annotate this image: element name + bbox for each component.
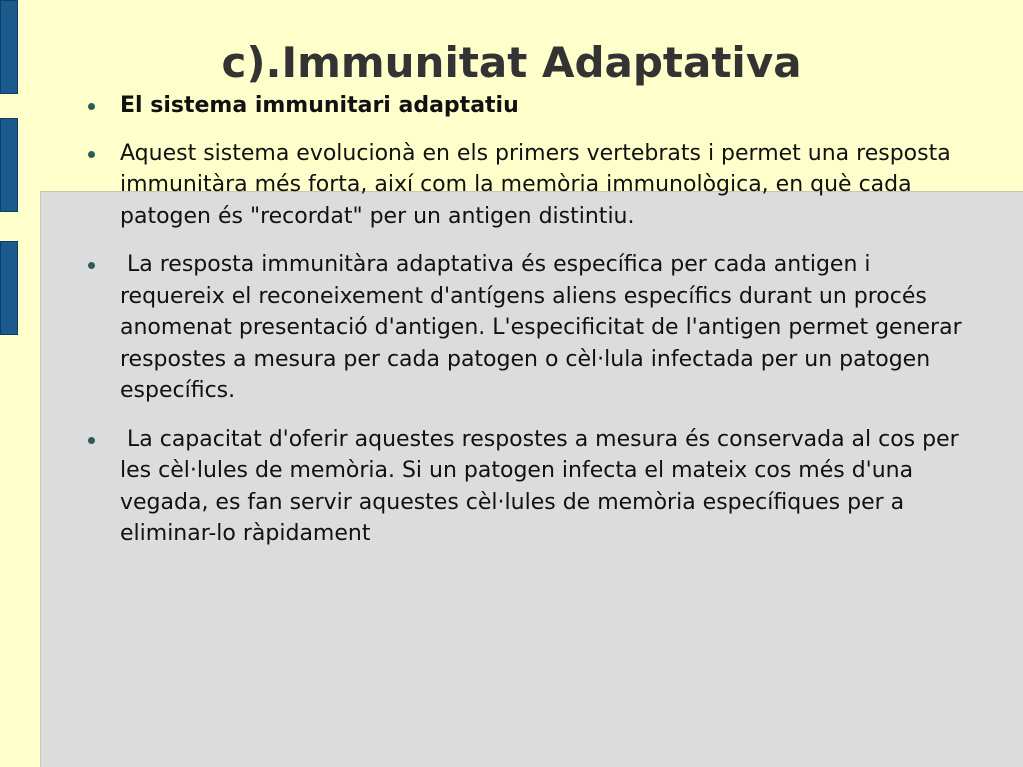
bullet-dot-icon [88,437,95,444]
bullet-text: La resposta immunitàra adaptativa és específica per cada antigen i requereix el reconeixement d'antígens aliens específics durant un procés anomenat presentació d'antigen. L'especificitat de l'antigen permet generar respostes a mesura per cada patogen o cèl·lula infectada per un patogen específics. [120,252,969,403]
bullet-text: El sistema immunitari adaptatiu [120,93,519,118]
bullet-item [82,249,969,407]
bullet-item [82,90,962,122]
bullet-text: La capacitat d'oferir aquestes respostes a mesura és conservada al cos per les cèl·lules de memòria. Si un patogen infecta el mateix cos més d'una vegada, es fan servir aquestes cèl·lules de memòria específiques per a eliminar-lo ràpidament [120,426,966,546]
bullet-dot-icon [88,103,95,110]
bullet-dot-icon [88,151,95,158]
bullet-dot-icon [88,262,95,269]
slide-title: c).Immunitat Adaptativa [221,38,802,87]
bullet-list [82,90,969,567]
side-bar-decoration [0,118,18,212]
bullet-item [82,424,966,550]
bullet-text: Aquest sistema evolucionà en els primers vertebrats i permet una resposta immunitàra més forta, així com la memòria immunològica, en què cada patogen és "recordat" per un antigen distintiu. [120,140,951,229]
bullet-item [82,138,962,233]
side-bar-decoration [0,241,18,335]
